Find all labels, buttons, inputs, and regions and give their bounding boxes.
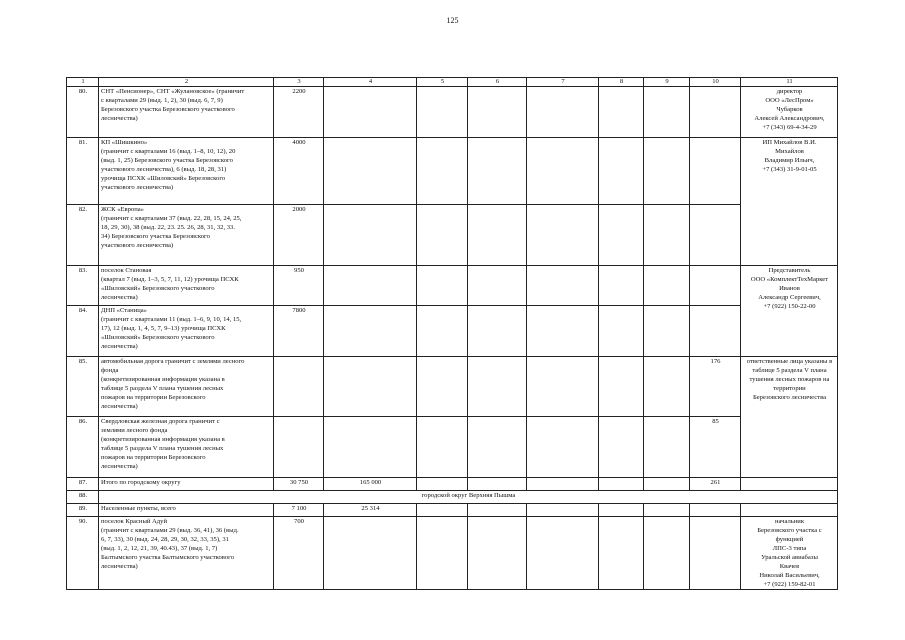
column-header: 5 (417, 78, 468, 87)
cell-col7 (527, 517, 599, 590)
cell-col5 (417, 357, 468, 417)
table-row (67, 478, 838, 491)
cell-col7 (527, 357, 599, 417)
row-number: 85. (67, 357, 99, 417)
cell-col9 (644, 266, 690, 306)
row-description: ЖСК «Европа» (граничит с кварталами 37 (выд. 22, 28, 15, 24, 25, 18, 29, 30), 38 (выд. 22, 23. 25. 26, 28, 31, 32, 33. 34) Березовского участка Березовского участкового лесничества) (99, 205, 274, 266)
column-header: 4 (324, 78, 417, 87)
cell-col3: 4000 (274, 138, 324, 205)
table-row (67, 491, 838, 504)
cell-col8 (599, 517, 644, 590)
cell-col5 (417, 266, 468, 306)
cell-col10: 85 (690, 417, 741, 478)
row-number: 81. (67, 138, 99, 205)
cell-col10 (690, 306, 741, 357)
page-number: 125 (446, 16, 459, 25)
column-header: 3 (274, 78, 324, 87)
cell-col5 (417, 205, 468, 266)
cell-col7 (527, 205, 599, 266)
cell-col5 (417, 306, 468, 357)
column-header: 8 (599, 78, 644, 87)
table-row (67, 87, 838, 138)
cell-col6 (468, 306, 527, 357)
cell-col10 (690, 205, 741, 266)
cell-col8 (599, 205, 644, 266)
table-row (67, 357, 838, 417)
cell-col9 (644, 205, 690, 266)
section-heading: городской округ Верхняя Пышма (99, 491, 838, 504)
cell-col7 (527, 504, 599, 517)
contact-cell (741, 504, 838, 517)
contact-cell: директор ООО «ЛесПром» Чубарков Алексей Александрович, +7 (343) 69-4-34-29 (741, 87, 838, 138)
contact-cell: ИП Михайлов В.И. Михайлов Владимир Ильич, +7 (343) 31-9-01-05 (741, 138, 838, 266)
cell-col9 (644, 417, 690, 478)
cell-col9 (644, 504, 690, 517)
row-number: 82. (67, 205, 99, 266)
cell-col8 (599, 478, 644, 491)
cell-col6 (468, 417, 527, 478)
table-row (67, 205, 838, 266)
cell-col3: 7800 (274, 306, 324, 357)
cell-col10 (690, 517, 741, 590)
cell-col10 (690, 504, 741, 517)
row-description: поселок Красный Адуй (граничит с кварталами 29 (выд. 36, 41), 36 (выд. 6, 7, 33), 30 (выд. 24, 28, 29, 30, 32, 33, 35), 31 (выд. 1, 2, 12, 21, 39, 40.43), 37 (выд. 1, 7) Балтымского участка Балтымского участкового лесничества) (99, 517, 274, 590)
row-description: поселок Становая (квартал 7 (выд. 1–3, 5, 7, 11, 12) урочища ПСХК «Шиловский» Березовского участкового лесничества) (99, 266, 274, 306)
cell-col4 (324, 266, 417, 306)
cell-col5 (417, 417, 468, 478)
row-description: СНТ «Пенсионер», СНТ «Жулановское» (граничит с кварталами 29 (выд. 1, 2), 30 (выд. 6, 7, 9) Березовского участка Березовского участкового лесничества) (99, 87, 274, 138)
cell-col4 (324, 138, 417, 205)
cell-col6 (468, 478, 527, 491)
cell-col9 (644, 306, 690, 357)
column-header: 6 (468, 78, 527, 87)
cell-col10 (690, 138, 741, 205)
cell-col6 (468, 138, 527, 205)
cell-col3: 950 (274, 266, 324, 306)
cell-col7 (527, 138, 599, 205)
cell-col4 (324, 517, 417, 590)
column-header: 11 (741, 78, 838, 87)
column-header: 10 (690, 78, 741, 87)
cell-col8 (599, 266, 644, 306)
cell-col7 (527, 417, 599, 478)
cell-col9 (644, 87, 690, 138)
row-number: 84. (67, 306, 99, 357)
cell-col10 (690, 266, 741, 306)
cell-col8 (599, 87, 644, 138)
cell-col3: 30 750 (274, 478, 324, 491)
contact-cell (741, 478, 838, 491)
row-description: Населенные пункты, всего (99, 504, 274, 517)
row-description: КП «Шишкино» (граничит с кварталами 16 (выд. 1–8, 10, 12), 20 (выд. 1, 25) Березовского участка Березовского участкового лесничества), 6 (выд. 18, 28, 31) урочища ПСХК «Шиловский» Березовского участкового лесничества) (99, 138, 274, 205)
table-row (67, 138, 838, 205)
row-description: Свердловская железная дорога граничит с землями лесного фонда (конкретизированная информация указана в таблице 5 раздела V плана тушения лесных пожаров на территории Березовского лесничества) (99, 417, 274, 478)
cell-col3: 7 100 (274, 504, 324, 517)
cell-col3: 2200 (274, 87, 324, 138)
cell-col8 (599, 306, 644, 357)
data-table (66, 77, 838, 590)
table-row (67, 417, 838, 478)
cell-col5 (417, 87, 468, 138)
cell-col8 (599, 417, 644, 478)
cell-col10: 176 (690, 357, 741, 417)
cell-col4 (324, 306, 417, 357)
cell-col7 (527, 306, 599, 357)
row-number: 89. (67, 504, 99, 517)
cell-col6 (468, 517, 527, 590)
row-number: 86. (67, 417, 99, 478)
cell-col5 (417, 138, 468, 205)
cell-col9 (644, 478, 690, 491)
cell-col9 (644, 357, 690, 417)
column-header: 9 (644, 78, 690, 87)
cell-col10 (690, 87, 741, 138)
contact-cell: начальник Березовского участка с функцией ЛПС-3 типа Уральской авиабазы Квачев Николай Васильевич, +7 (922) 159-82-01 (741, 517, 838, 590)
cell-col4 (324, 205, 417, 266)
cell-col3 (274, 357, 324, 417)
cell-col8 (599, 357, 644, 417)
cell-col8 (599, 504, 644, 517)
table-header-row (67, 78, 838, 87)
contact-cell: Представитель ООО «КомплектТехМаркет Иванов Александр Сергеевич, +7 (922) 150-22-00 (741, 266, 838, 357)
table-row (67, 266, 838, 306)
table-row (67, 504, 838, 517)
table-row (67, 306, 838, 357)
cell-col6 (468, 504, 527, 517)
contact-cell: ответственные лица указаны в таблице 5 раздела V плана тушения лесных пожаров на территории Березовского лесничества (741, 357, 838, 478)
cell-col4 (324, 357, 417, 417)
cell-col6 (468, 266, 527, 306)
row-number: 83. (67, 266, 99, 306)
cell-col9 (644, 517, 690, 590)
row-number: 87. (67, 478, 99, 491)
row-number: 90. (67, 517, 99, 590)
row-description: ДНП «Станица» (граничит с кварталами 11 (выд. 1–6, 9, 10, 14, 15, 17), 12 (выд. 1, 4, 5, 7, 9–13) урочища ПСХК «Шиловский» Березовского участкового лесничества) (99, 306, 274, 357)
table-row (67, 517, 838, 590)
cell-col6 (468, 205, 527, 266)
row-number: 80. (67, 87, 99, 138)
column-header: 1 (67, 78, 99, 87)
cell-col4: 25 314 (324, 504, 417, 517)
cell-col4: 165 000 (324, 478, 417, 491)
column-header: 2 (99, 78, 274, 87)
cell-col6 (468, 357, 527, 417)
cell-col4 (324, 417, 417, 478)
cell-col5 (417, 504, 468, 517)
cell-col7 (527, 87, 599, 138)
cell-col7 (527, 478, 599, 491)
cell-col5 (417, 517, 468, 590)
cell-col5 (417, 478, 468, 491)
cell-col6 (468, 87, 527, 138)
cell-col3: 700 (274, 517, 324, 590)
cell-col10: 261 (690, 478, 741, 491)
row-number: 88. (67, 491, 99, 504)
cell-col4 (324, 87, 417, 138)
row-description: автомобильная дорога граничит с землями лесного фонда (конкретизированная информация указана в таблице 5 раздела V плана тушения лесных пожаров на территории Березовского лесничества) (99, 357, 274, 417)
row-description: Итого по городскому округу (99, 478, 274, 491)
cell-col7 (527, 266, 599, 306)
cell-col9 (644, 138, 690, 205)
cell-col8 (599, 138, 644, 205)
cell-col3 (274, 417, 324, 478)
cell-col3: 2000 (274, 205, 324, 266)
column-header: 7 (527, 78, 599, 87)
